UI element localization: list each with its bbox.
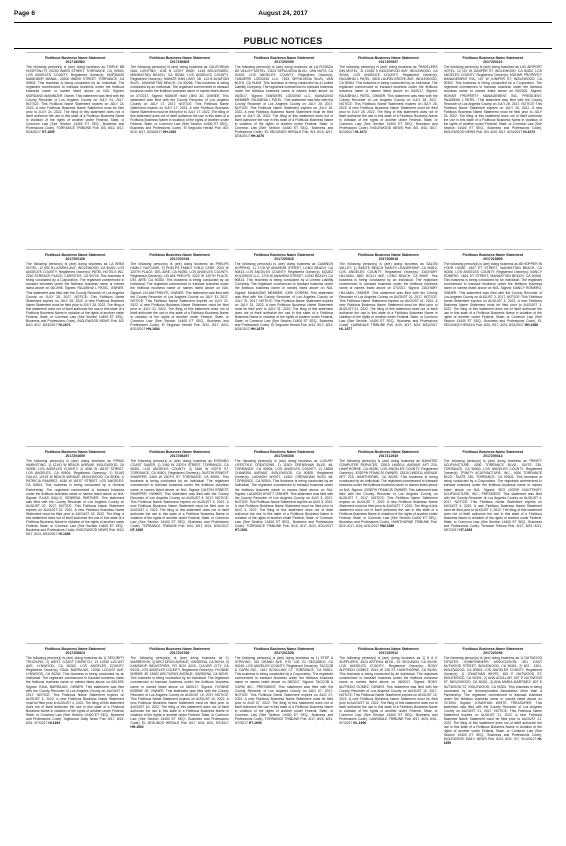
notice-code: HH-1688 [524, 322, 539, 327]
notice-body [26, 262, 124, 327]
notice-heading: Fictitious Business Name Statement [149, 647, 210, 651]
notice-body-text: The following person(s) is (are) doing business as 1) K & K SUPPLIERS, 4023 ARTESIA BLVD., EL SEGUNDO, CA 90245, LOS ANGELES COUNTY. Registered Owner(s): RONY ALFREDO GOMEZ, 5019 W 135 ST, HAWTHORNE, CA 90250. This business is being conducted by an Individual. The registrant commenced to transact business under the fictitious business name or names listed above on 08/2017. Signed: RONY ALFREDO GOMEZ, OWNER. This statement was filed with the County Recorder of Los Angeles County on AUGUST 10, 2017. NOTICE: This Fictitious Name Statement expires on AUGUST 10, 2022. A new Fictitious Business Name Statement must be filed prior to AUGUST 10, 2022. The filing of this statement does not of itself authorize the use in this state of a Fictitious Business Name in violation of the rights of another under Federal, State, or Common Law (See Section 14400 ET SEQ., Business and Professions Code). LAWNDALE TRIBUNE Pub. 8/17, 8/24, 8/31, 9/7/2017 [339, 656, 438, 725]
notice-block [235, 52, 333, 245]
notice-heading: Fictitious Business Name Statement [253, 253, 315, 257]
notice-body-text: The following person(s) is (are) doing business as SALON VALLEY, 1) SAINTE BEACH SAINTS LEADERSHIP, CA 90810, LOS ANGELES COUNTY. Registered Owner(s): ZACHARY HILLMAN, 3851 HOLLY AVE, LONG BEACH, CA 90807. This business is being conducted by an Individual. The registrant commenced to transact business under the fictitious business name or names listed above on 07/2017. Signed: ZACHARY HILLMAN, OWNER. This statement was filed with the County Recorder of Los Angeles County on AUGUST 01, 2017. NOTICE: This Fictitious Name Statement expires on AUGUST 01, 2022. A new Fictitious Business Name Statement must be filed prior to AUGUST 01, 2022. The filing of this statement does not of itself authorize the use in this state of a Fictitious Business Name in violation of the rights of another under Federal, State, or Common Law (See Section 14400 ET SEQ., Business and Professions Code). LAWNDALE TRIBUNE Pub. 8/10, 8/17, 8/24, 8/31/2017 [339, 262, 438, 327]
notice-body [444, 459, 542, 532]
notice-code: HI-1685 [58, 532, 71, 537]
notice-block [26, 446, 124, 639]
notice-body [339, 459, 437, 528]
notice-file-number: 2017209414 [483, 454, 503, 459]
notice-block [339, 643, 437, 836]
notice-block [235, 446, 333, 639]
notice-body-text: The following person(s) is (are) doing business as LUXURY LIFESTYLE CREATIONS, 1) 11501 CRENSHAW BLVD, #8, TORRANCE, CA 90504, LOS ANGELES COUNTY, 2) 18826 CHANDRA AVENUE, INGLEWOOD, CA 90305. Registered Owner(s): LADWON WYATT, 11501 CRENSHAW BLVD #8, TORRANCE, CA 90504. This business is being conducted by an Individual. The registrant commenced to transact business under the fictitious business name or names listed above on N/A. Signed: LADWON WYATT, OWNER. This statement was filed with the County Recorder of Los Angeles County on AUG 3, 2017. NOTICE: This Fictitious Name Statement expires on AUG 3, 2022. A new Fictitious Business Name Statement must be filed prior to AUG 3, 2022. The filing of this statement does not of itself authorize the use in this state of a Fictitious Business Name in violation of the rights of another under Federal, State, or Common Law (See Section 14400 ET SEQ., Business and Professions Code). TORRANCE TRIBUNE Pub. 8/10, 8/17, 8/24, 8/31/2017 [234, 459, 334, 528]
notice-block [26, 643, 124, 836]
notice-file-number: 2017220236 [483, 651, 503, 656]
notice-code: HW-1689 [380, 523, 395, 528]
notice-body [26, 656, 124, 725]
notice-body-text: The following person(s) is (are) doing business as PRIMO MARKETING, 1) 12191 W BEACH AVENUE, INGLEWOOD, CA 90305, LOS ANGELES COUNTY, 2) 4036 W 181ST STREET, LOS ANGELES, CA 90504. Registered Owner(s): 1) ELIAS GALLO, 12191 W BEACH AVENUE, INGLEWOOD, CA 90305, 2) PATRICIA RAMIREZ, 4036 W 181ST STREET, LOS ANGELES, CA 90504. This business is being conducted by a General Partnership. The registrant commenced to transact business under the fictitious business name or names listed above on N/A. Signed: ELIAS GALLO, GENERAL PARTNER. This statement was filed with the County Recorder of Los Angeles County on AUGUST 02, 2017. NOTICE: This Fictitious Name Statement expires on AUGUST 02, 2022. A new Fictitious Business Name Statement must be filed prior to AUGUST 02, 2022. The filing of this statement does not of itself authorize the use in this state of a Fictitious Business Name in violation of the rights of another under Federal, State, or Common Law (See Section 14400 ET SEQ., Business and Professions Code). INGLEWOOD NEWS Pub. 8/10, 8/17, 8/24, 8/31/2017 [26, 459, 125, 537]
notice-file-number: 2017206308 [274, 454, 294, 459]
notice-body [235, 262, 333, 331]
notice-heading: Fictitious Business Name Statement [253, 647, 315, 651]
notice-body [130, 65, 228, 134]
notice-block [26, 52, 124, 245]
notice-heading: Fictitious Business Name Statement [358, 647, 419, 651]
notice-body [130, 262, 228, 331]
notice-body-text: The following person(s) is (are) doing business as LA BREA HOTEL, 12 534 N LA BREA AVE, INGLEWOOD, CA 90302, LOS ANGELES COUNTY. Registered Owner(s): PATEL HOTELS INC, 2000 TERRACE PLACE, CERRITOS, CA 90703. This business is being conducted by a Corporation. The registrant commenced to transact business under the fictitious business name or names listed above on 06/1995. Signed: RAJUBHAI L PATEL, OWNER. This statement was filed with the County Recorder of Los Angeles County on JULY 28, 2017. NOTICE: This Fictitious Name Statement expires on JULY 28, 2022. A new Fictitious Business Name Statement must be filed prior to JULY 28, 2022. The filing of this statement does not of itself authorize the use in this state of a Fictitious Business Name in violation of the rights of another under Federal, State, or Common Law (See Section 14400 ET SEQ., Business and Professions Code). INGLEWOOD NEWS Pub. 8/3, 8/10, 8/17, 8/24/2017 [26, 262, 125, 327]
notice-file-number: 2017200097 [378, 60, 399, 65]
notice-body-text: The following person(s) is (are) doing business as TRINITY ACUPUNCTURE, 4000 TORRANCE BLVD., SUITE 230, TORRANCE, CA 90503, LOS ANGELES COUNTY. Registered Owner(s): TRINITY ACUPUNCTURE, INC., 4000 TORRANCE BLVD., SUITE 230, TORRANCE, CA 90503. This business is being conducted by a Corporation. The registrant commenced to transact business under the fictitious business name or names listed above on N/A. Signed: SEO NORIS KNUTTINITY ACUPUNCTURE, INC., PRESIDENT. This statement was filed with the County Recorder of Los Angeles County on AUGUST 4, 2017. NOTICE: This Fictitious Name Statement expires on AUGUST 4, 2022. A new Fictitious Business Name Statement must be filed prior to AUGUST 4, 2022. The filing of this statement does not of itself authorize the use in this state of a Fictitious Business Name in violation of the rights of another under Federal, State, or Common Law (See Section 14400 ET SEQ., Business and Professions Code). Torrance Tribune Pub. 8/17, 8/24, 8/31, 9/07/2017 [443, 459, 542, 532]
notice-file-number: 2017200099 [274, 60, 294, 65]
notice-heading: Fictitious Business Name Statement [358, 253, 419, 257]
notice-file-number: 2017208297 [169, 454, 190, 459]
notice-block [26, 249, 124, 442]
notice-file-number: 2017200110 [483, 60, 503, 65]
notices-grid [26, 52, 542, 836]
notice-block [130, 249, 228, 442]
notice-body-text: The following person(s) is (are) doing business as CALIFORNIA NAIL LIGHTING, 1145 N LIGHT WIDE, 1145 BOULEVARD, MANHATTAN BEACH, CA 90266, LOS ANGELES COUNTY. Registered Owner(s): MANOR HAN LIMO, 3D, 113 B AVIATION BLVD., MANHATTAN BEACH, CA 90266. This business is being conducted by an Individual. The registrant commenced to transact business under the fictitious business name or names listed above on 07/2017. Signed: MANOR HAN LIMO 3D, OWNER. This statement was filed with the County Recorder of Los Angeles County on JULY 17, 2017. NOTICE: This Fictitious Name Statement expires on JULY 17, 2022. A new Fictitious Business Name Statement must be filed prior to JULY 17, 2022. The filing of this statement does not of itself authorize the use in this state of a Fictitious Business Name in violation of the rights of another under Federal, State, or Common Law (See Section 14400 ET SEQ., Business and Professions Code). El Segundo Herald Pub. 8/3, 8/10, 8/17, 8/24/2017 [130, 65, 229, 134]
notice-block [235, 249, 333, 442]
notice-file-number: 2017208823 [65, 651, 85, 656]
notice-code: HI-1699 [443, 737, 542, 746]
section-title: PUBLIC NOTICES [243, 36, 323, 46]
notice-code: HL-1677 [339, 326, 353, 331]
notice-body [130, 459, 228, 532]
notice-block [130, 446, 228, 639]
notice-block [339, 446, 437, 639]
notice-heading: Fictitious Business Name Statement [253, 450, 315, 454]
notice-code: HT-1699 [41, 129, 55, 134]
title-rule [14, 48, 552, 49]
notice-body [339, 65, 437, 134]
notice-body [339, 262, 437, 331]
page-header [14, 10, 552, 22]
notice-code: HH-1681 [162, 129, 177, 134]
notice-block [444, 643, 542, 836]
notice-body-text: The following person(s) is (are) doing business as 1) WARBROOK, 2) ARCTURUS AVENUE, GARDENA, CA 90249, 3) KAMSHOP INDUSTRIES, PO BOX 4229, CULVER CITY, CA 90231, LOS ANGELES COUNTY. Registered Owner(s): YVONNE BOBBIE JR, 15902 ARCTURUS AVENUE, GARDENA, CA 90249. This business is being conducted by an Individual. The registrant commenced to transact business under the fictitious business name or names listed above on 08/2017. Signed: YVONNE BOBBIE JR, OWNER. This statement was filed with the County Recorder of Los Angeles County on AUGUST 10, 2017. NOTICE: This Fictitious Name Statement expires on AUGUST 10, 2022. A new Fictitious Business Name Statement must be filed prior to AUGUST 10, 2022. The filing of this statement does not of itself authorize the use in this state of a Fictitious Business Name in violation of the rights of another under Federal, State, or Common Law (See Section 14400 ET SEQ., Business and Professions Code). EL SEGUNDO HERALD Pub. 8/17, 8/24, 8/31, 9/7/2017 [130, 656, 229, 725]
notice-body [235, 65, 333, 138]
page-number: Page 6 [14, 10, 35, 17]
notice-block [444, 446, 542, 639]
notice-heading: Fictitious Business Name Statement [462, 647, 524, 651]
notice-body-text: The following person(s) is (are) doing business as LAX AIRPORT HOTEL, 12 107 W JUNIPER ST, INGLEWOOD, CA 90302, LOS ANGELES COUNTY. Registered Owner(s): MOHAR PROPERTY MANAGEMENT INC, 107 W JUNIPER ST, INGLEWOOD, CA 90302. This business is being conducted by a Corporation. The registrant commenced to transact business under the fictitious business name or names listed above on 05/2002. Signed: MOHAR PROPERTY MANAGEMENT INC, PRESIDENT, RAJUBHAI L PATEL. This statement was filed with the County Recorder of Los Angeles County on JULY 28, 2017. NOTICE: This Fictitious Name Statement expires on JULY 28, 2022. A new Fictitious Business Name Statement must be filed prior to JULY 28, 2022. The filing of this statement does not of itself authorize the use in this state of a Fictitious Business Name in violation of the rights of another under Federal, State, or Common Law (See Section 14400 ET SEQ., Business and Professions Code). INGLEWOOD NEWS Pub. 8/3, 8/10, 8/17, 8/24/2017 [443, 65, 542, 134]
notice-heading: Fictitious Business Name Statement [44, 647, 106, 651]
notice-body [130, 656, 228, 729]
notice-body-text: The following person(s) is (are) doing business as MAHATEE COMPUTER SERVICES, 13515 LINDELL AVENUE APT 215, HAWTHORNE, CA 90250, LOS ANGELES COUNTY. Registered Owner(s): JOSEPH FRANCIS OWNER, 13515 LINDELL AVENUE APT 215, HAWTHORNE, CA 90250. This business is being conducted by an Individual. The registrant commenced to transact business under the fictitious business name or names listed above on N/A. Signed: JOSEPH FRANCIS OWNER. This statement was filed with the County Recorder of Los Angeles County on AUGUST 7, 2017. NOTICE: This Fictitious Name Statement expires on AUGUST 7, 2022. A new Fictitious Business Name Statement must be filed prior to AUGUST 7, 2022. The filing of this statement does not of itself authorize the use in this state of a Fictitious Business Name in violation of the rights of another under Federal, State, or Common Law (See Section 14400 ET SEQ., Business and Professions Code). HAWTHORNE TRIBUNE Pub. 8/10, 8/17, 8/24, 8/31/2017 [339, 459, 438, 528]
notice-body [26, 459, 124, 536]
notice-file-number: 2017201528 [274, 651, 294, 656]
notice-file-number: 2017206618 [378, 257, 399, 262]
notice-body-text: The following person(s) is (are) doing business as TRIPLE BB HOSPITALITY, 20200 WARD STREET, TORRANCE, CA, 90503, LOS ANGELES COUNTY. Registered Owner(s): MORDANG MANINDER MANAL, 20200 WARD STREET, TORRANCE, CA 90503. This business is being conducted by an Individual. The registrant commenced to transact business under the fictitious business name or names listed above on N/A. Signed: MORDANG MANINDER, Owner. This statement was filed with the County Recorder of Los Angeles County on JULY 24, 2017. NOTICE: This Fictitious Name Statement expires on JULY 24, 2022. A new Fictitious Business Name Statement must be filed prior to JULY 24, 2022. The filing of this statement does not of itself authorize the use in this state of a Fictitious Business Name in violation of the rights of another under Federal, State, or Common Law (See Section 14400 ET SEQ., Business and Professions Code). TORRANCE TRIBUNE Pub. 8/3, 8/10, 8/17, 8/24/2017 [26, 65, 125, 134]
notice-body-text: The following person(s) is (are) doing business as 1) NUTWOOD ESTATES HOMEOWNERS ASSOCIATION, 601 EAST NUTWOOD STREET, INGLEWOOD, CA 90301, 2) 601 - 1501, INGLEWOOD, CA 90303, LOS ANGELES COUNTY. Registered Owner(s): 1) JONATHAN WHITE, 601 E NUTWOOD ST, INGLEWOOD, CA 90301, 2) ANN AGULLAR, 607 E NUTWOOD ST, INGLEWOOD, CA 90301, 3) ANA MARIA MARTINEZ, 607 E NUTWOOD ST, INGLEWOOD, CA 90301. This business is being conducted by an Unincorporated Association other than a Partnership. The registrant commenced to transact business under the fictitious business name or names listed above on 07/1994. Signed: JONATHAN WHITE, TREASURER. This statement was filed with the County Recorder of Los Angeles County on AUGUST 21, 2017. NOTICE: This Fictitious Name Statement expires on AUGUST 21, 2022. A new Fictitious Business Name Statement must be filed prior to AUGUST 21, 2022. The filing of this statement does not of itself authorize the use in this state of a Fictitious Business Name in violation of the rights of another under Federal, State, or Common Law (See Section 14400 ET SEQ., Business and Professions Code). INGLEWOOD DAILY NEWS Pub. 8/24, 8/31, 9/7, 9/14/2017 [443, 656, 542, 742]
notice-body [26, 65, 124, 134]
notice-heading: Fictitious Business Name Statement [44, 56, 106, 60]
notice-file-number: 2017220912 [378, 651, 399, 656]
notice-code: HH-1692 [130, 724, 144, 729]
notice-heading: Fictitious Business Name Statement [149, 56, 210, 60]
notice-block [444, 249, 542, 442]
notice-code: HI-1673 [523, 129, 536, 134]
notice-file-number: 2017210768 [169, 651, 190, 656]
notice-file-number: 2017218899 [483, 257, 503, 262]
notice-body [235, 656, 333, 725]
notice-file-number: 2017201018 [169, 257, 190, 262]
notice-body-text: The following person(s) is (are) doing business as LA POSADA DE VALLEY MOTEL, 11101 SEPULVEDA BLVD., VAN NUYS, CA 91405, LOS ANGELES COUNTY. Registered Owner(s): TANSIERS LODGING LLC, 7815 SEPULVEDA BLVD, VAN NUYS, CA 91405. This business is being conducted by a Limited Liability Company. The registrant commenced to transact business under the fictitious business name or names listed above on 05/2017. Signed: TANSIERS LODGING LLC, MANAGING MEMBER, RAJUBHAI L PATEL. This statement was filed with the County Recorder of Los Angeles County on JULY 28, 2017. NOTICE: This Fictitious Name Statement expires on JULY 28, 2022. A new Fictitious Business Name Statement must be filed prior to JULY 28, 2022. The filing of this statement does not of itself authorize the use in this state of a Fictitious Business Name in violation of the rights of another under Federal, State, or Common Law (See Section 14400 ET SEQ., Business and Professions Code). EL SEGUNDO HERALD Pub. 8/3, 8/10, 8/17, 8/24/2017 [234, 65, 334, 138]
notice-block [130, 52, 228, 245]
notice-file-number: 2017180582 [65, 60, 85, 65]
notice-block [339, 249, 437, 442]
notice-block [444, 52, 542, 245]
notice-file-number: 2017203659 [65, 454, 85, 459]
notice-heading: Fictitious Business Name Statement [253, 56, 315, 60]
notice-code: HH-1679 [250, 326, 265, 331]
notice-code: HT-1690 [130, 527, 144, 532]
notice-heading: Fictitious Business Name Statement [462, 56, 524, 60]
notice-code: HL-1696 [353, 720, 367, 725]
notice-body [339, 656, 437, 725]
notice-body-text: The following person(s) is (are) doing business as CAMINOS HOPPING, 1) 1715 W ANAHEIM STREET, LONG BEACH, CA 90813, LOS ANGELES COUNTY. Registered Owner(s): AQUEZ HOLDINGS LLC, 1715 W ANAHEIM STREET, LONG BEACH, CA 90813. This business is being conducted by a Limited Liability Company. The registrant commenced to transact business under the fictitious business name or names listed above on N/A. Signed: MANAGING MEMBER, CARI CORRIN. This statement was filed with the County Recorder of Los Angeles County on JULY 31, 2017. NOTICE: This Fictitious Name Statement expires on JULY 31, 2022. A new Fictitious Business Name Statement must be filed prior to JULY 31, 2022. The filing of this statement does not of itself authorize the use in this state of a Fictitious Business Name in violation of the rights of another under Federal, State, or Common Law (See Section 14400 ET SEQ., Business and Professions Code). El Segundo Herald Pub. 8/10, 8/17, 8/24, 8/31/2017 [234, 262, 334, 331]
notice-file-number: 2017180605 [169, 60, 190, 65]
notice-code: HT-1693 [459, 527, 473, 532]
notice-body-text: The following person(s) is (are) doing business as 1) STEP & STRIVING, 310 GRAND AVE, STE 100, EL SEGUNDO, CA 90245, LOS ANGELES COUNTY. Registered Owner(s): TACCOB & CARM INC., 1611 SCHILLING CT, TORRANCE, CA 90501. This business is being conducted by a Corporation. The registrant commenced to transact business under the fictitious business name or names listed above on 08/2017. Signed: TACCOB & CARM INC., PRESIDENT. This statement was filed with the County Recorder of Los Angeles County on AUG 07, 2017. NOTICE: This Fictitious Name Statement expires on AUG 07, 2022. A new Fictitious Business Name Statement must be filed prior to AUG 07, 2022. The filing of this statement does not of itself authorize the use in this state of a Fictitious Business Name in violation of the rights of another under Federal, State, or Common Law (See Section 14400 ET SEQ., Business and Professions Code). TORRANCE TRIBUNE Pub. 8/17, 8/24, 8/31, 9/7/2017 [234, 656, 334, 725]
notice-heading: Fictitious Business Name Statement [358, 56, 419, 60]
notice-heading: Fictitious Business Name Statement [44, 450, 106, 454]
issue-date: August 24, 2017 [258, 10, 308, 17]
notice-body [444, 65, 542, 134]
notice-body-text: The following person(s) is (are) doing business as TRAVELERS INN MOTEL, 11 10185 S INGLEWOOD AVE, INGLEWOOD, CA 90304, LOS ANGELES COUNTY. Registered Owner(s): RAJUBHAI L PATEL, 9825 LAURELGROVE AVE, INGLEWOOD, CA 90304. This business is being conducted by an Individual. The registrant commenced to transact business under the fictitious business name or names listed above on 04/2017. Signed: RAJUBHAI L PATEL, OWNER. This statement was filed with the County Recorder of Los Angeles County on JULY 28, 2017. NOTICE: This Fictitious Name Statement expires on JULY 28, 2022. A new Fictitious Business Name Statement must be filed prior to JULY 28, 2022. The filing of this statement does not of itself authorize the use in this state of a Fictitious Business Name in violation of the rights of another under Federal, State, or Common Law (See Section 14400 ET SEQ., Business and Professions Code). INGLEWOOD NEWS Pub. 8/3, 8/10, 8/17, 8/24/2017 [339, 65, 438, 134]
notice-block [130, 643, 228, 836]
notice-body-text: The following person(s) is (are) doing business as 1) SECURITY TRUCKING, 2) WEST COAST DISPATCH, 13 10330 LOCUST AVE, LYNWOOD, CA 90262, LOS ANGELES COUNTY. Registered Owner(s): RAUL BARRAJAS, 10330 LOCUST AVE, LYNWOOD, CA 90262. This business is being conducted by an Individual. The registrant commenced to transact business under the fictitious business name or names listed above on 08/1993. Signed: RAUL BARRAJAS, OWNER. This statement was filed with the County Recorder of Los Angeles County on AUGUST 4, 2017. NOTICE: This Fictitious Name Statement expires on AUGUST 4, 2022. A new Fictitious Business Name Statement must be filed prior to AUGUST 4, 2022. The filing of this statement does not of itself authorize the use in this state of a Fictitious Business Name in violation of the rights of another under Federal, State, or Common Law (See Section 14400 ET SEQ., Business and Professions Code). Inglewood Daily News Pub. 8/17, 8/24, 8/31, 9/7/2017 [26, 656, 125, 725]
notice-code: HI-1674 [58, 322, 71, 327]
notice-file-number: 2017211945 [378, 454, 399, 459]
notice-code: HH-1676 [250, 133, 265, 138]
notice-heading: Fictitious Business Name Statement [44, 253, 106, 257]
notice-code: HI-1694 [48, 720, 61, 725]
header-rule [14, 22, 552, 23]
notice-file-number: 2017200818 [274, 257, 294, 262]
notice-code: HI-1672 [355, 129, 367, 134]
notice-code: HH-1684 [146, 326, 160, 331]
notice-body [444, 656, 542, 745]
notice-heading: Fictitious Business Name Statement [149, 253, 210, 257]
notice-body [235, 459, 333, 532]
notice-body-text: The following person(s) is (are) doing business as 88 HOPPER IN YOUR HOME, 1607 ET STREET, MANHATTAN BEACH, CA 90266, LOS ANGELES COUNTY. Registered Owner(s): NANCY ROMERO, 1601 ET STREET, MANHATTAN BEACH, CA 90266. This business is being conducted by an Individual. The registrant commenced to transact business under the fictitious business name or names listed above on N/A. Signed: NANCY ROMERO, OWNER. This statement was filed with the County Recorder of Los Angeles County on AUGUST 3, 2017. NOTICE: This Fictitious Name Statement expires on AUGUST 3, 2022. A new Fictitious Business Name Statement must be filed prior to AUGUST 3, 2022. The filing of this statement does not of itself authorize the use in this state of a Fictitious Business Name in violation of the rights of another under Federal, State, or Common Law (See Section 14400 ET SEQ., Business and Professions Code). EL SEGUNDO HERALD Pub. 8/10, 8/17, 8/24, 8/31/2017 [443, 262, 542, 327]
notice-file-number: 2017200108 [65, 257, 85, 262]
notice-heading: Fictitious Business Name Statement [358, 450, 419, 454]
notice-code: HT-1695 [248, 720, 262, 725]
notice-body [444, 262, 542, 327]
notice-block [339, 52, 437, 245]
notice-heading: Fictitious Business Name Statement [149, 450, 210, 454]
notice-code: HT-1691 [234, 527, 248, 532]
notice-body-text: The following person(s) is (are) doing business as EVENING COAST SAUER, 1) 2460 W 230TH STREET, TORRANCE, CA 90501, LOS ANGELES COUNTY, 2) 2460 W 230TH ST, TORRANCE, CA 90501. Registered Owner(s): DUSTIN ERNEST SHARPER, 2460 W 230TH ST, TORRANCE, CA 90501. This business is being conducted by an Individual. The registrant commenced to transact business under the fictitious business name or names listed above on N/A. Signed: DUSTIN ERNEST SHARPER, OWNER. This statement was filed with the County Recorder of Los Angeles County on AUGUST 4, 2017. NOTICE: This Fictitious Name Statement expires on AUGUST 4, 2022. A new Fictitious Business Name Statement must be filed prior to AUGUST 4, 2022. The filing of this statement does not of itself authorize the use in this state of a Fictitious Business Name in violation of the rights of another under Federal, State, or Common Law (See Section 14400 ET SEQ., Business and Professions Code). TORRANCE TRIBUNE Pub. 8/10, 8/17, 8/24, 8/31/2017 [130, 459, 229, 528]
notice-body-text: The following person(s) is (are) doing business as PHELPS FAMILY DAYCARE, 2) PHELPS FAMILY CHILD CARE, 2022 W 120TH PLACE, DEL AIRE, CA 90250, LOS ANGELES COUNTY. Registered Owner(s): LELANI PHELPS, 2022 W 120TH PLACE, DEL AIRE, CA 90250. This business is being conducted by an Individual. The registrant commenced to transact business under the fictitious business name or names listed above on N/A. Signed: LELANI PHELPS, OWNER. This statement was filed with the County Recorder of Los Angeles County on JULY 31, 2017. NOTICE: This Fictitious Name Statement expires on JULY 31, 2022. A new Fictitious Business Name Statement must be filed prior to JULY 31, 2022. The filing of this statement does not of itself authorize the use in this state of a Fictitious Business Name in violation of the rights of another under Federal, State, or Common Law (See Section 14400 ET SEQ., Business and Professions Code). El Segundo Herald Pub. 8/10, 8/17, 8/24, 8/31/2017 [130, 262, 229, 331]
notice-heading: Fictitious Business Name Statement [462, 450, 524, 454]
notice-heading: Fictitious Business Name Statement [462, 253, 524, 257]
notice-block [235, 643, 333, 836]
